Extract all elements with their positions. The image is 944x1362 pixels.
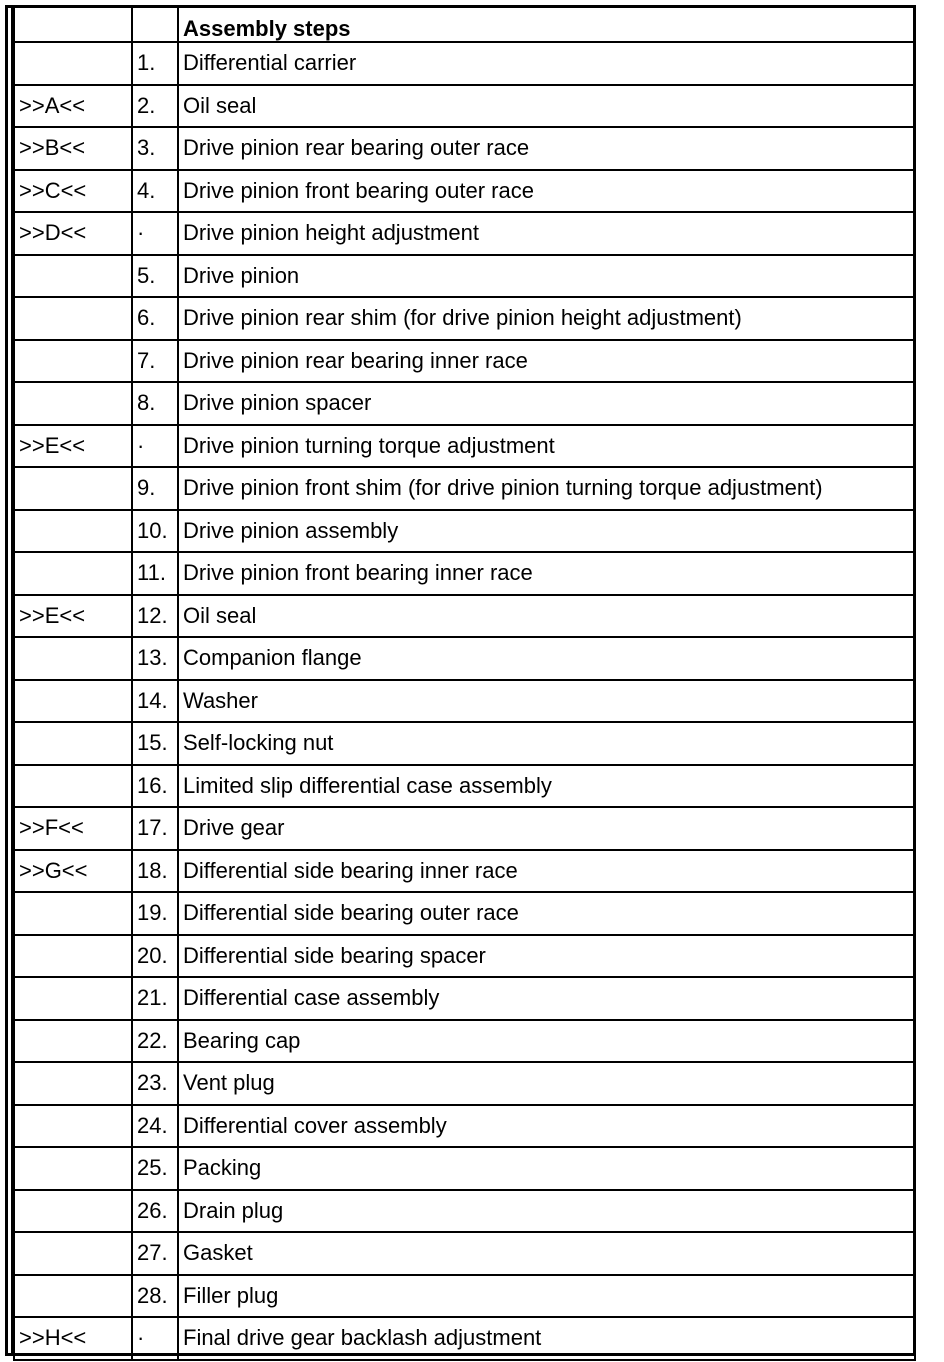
step-description-cell: Drive pinion rear bearing inner race — [178, 340, 915, 383]
step-mark-cell: >>D<< — [14, 212, 132, 255]
step-number-cell: 3. — [132, 127, 178, 170]
step-number-cell: 20. — [132, 935, 178, 978]
step-description-cell: Differential side bearing inner race — [178, 850, 915, 893]
table-row — [14, 892, 915, 935]
table-row — [14, 42, 915, 85]
table-row — [14, 765, 915, 808]
table-row — [14, 807, 915, 850]
step-description-cell: Drive pinion assembly — [178, 510, 915, 553]
assembly-steps-body — [14, 6, 915, 1360]
step-mark-cell — [14, 977, 132, 1020]
step-mark-cell — [14, 1190, 132, 1233]
step-number-cell: 15. — [132, 722, 178, 765]
step-mark-cell — [14, 935, 132, 978]
step-number-cell: 13. — [132, 637, 178, 680]
step-number-cell: · — [132, 425, 178, 468]
step-number-cell: 1. — [132, 42, 178, 85]
table-header-row — [14, 6, 915, 42]
table-row — [14, 1105, 915, 1148]
step-mark-cell: >>E<< — [14, 425, 132, 468]
table-row — [14, 935, 915, 978]
step-description-cell: Drive pinion front bearing inner race — [178, 552, 915, 595]
step-mark-cell: >>E<< — [14, 595, 132, 638]
table-row — [14, 977, 915, 1020]
step-number-cell: 4. — [132, 170, 178, 213]
table-row — [14, 722, 915, 765]
step-mark-cell — [14, 1147, 132, 1190]
step-mark-cell — [14, 552, 132, 595]
step-description-cell: Washer — [178, 680, 915, 723]
step-description-cell: Bearing cap — [178, 1020, 915, 1063]
step-number-cell: 16. — [132, 765, 178, 808]
step-mark-cell — [14, 1232, 132, 1275]
table-row — [14, 552, 915, 595]
step-number-cell: 8. — [132, 382, 178, 425]
step-mark-cell: >>F<< — [14, 807, 132, 850]
step-mark-cell: >>A<< — [14, 85, 132, 128]
step-description-cell: Drive pinion front bearing outer race — [178, 170, 915, 213]
table-row — [14, 595, 915, 638]
table-row — [14, 1020, 915, 1063]
table-row — [14, 212, 915, 255]
header-mark-cell — [14, 6, 132, 42]
step-number-cell: 21. — [132, 977, 178, 1020]
step-description-cell: Drive pinion rear bearing outer race — [178, 127, 915, 170]
step-mark-cell — [14, 1020, 132, 1063]
step-mark-cell — [14, 637, 132, 680]
step-description-cell: Differential cover assembly — [178, 1105, 915, 1148]
step-mark-cell — [14, 1105, 132, 1148]
step-number-cell: 9. — [132, 467, 178, 510]
step-number-cell: 14. — [132, 680, 178, 723]
step-description-cell: Drive pinion height adjustment — [178, 212, 915, 255]
table-row — [14, 255, 915, 298]
step-description-cell: Packing — [178, 1147, 915, 1190]
step-mark-cell: >>B<< — [14, 127, 132, 170]
table-row — [14, 1317, 915, 1360]
table-row — [14, 680, 915, 723]
table-row — [14, 127, 915, 170]
step-mark-cell: >>C<< — [14, 170, 132, 213]
step-description-cell: Drain plug — [178, 1190, 915, 1233]
step-description-cell: Oil seal — [178, 595, 915, 638]
step-number-cell: 2. — [132, 85, 178, 128]
table-row — [14, 1275, 915, 1318]
step-number-cell: 5. — [132, 255, 178, 298]
step-description-cell: Vent plug — [178, 1062, 915, 1105]
step-number-cell: 17. — [132, 807, 178, 850]
step-number-cell: 6. — [132, 297, 178, 340]
step-number-cell: 28. — [132, 1275, 178, 1318]
step-number-cell: · — [132, 1317, 178, 1360]
step-description-cell: Drive pinion — [178, 255, 915, 298]
step-description-cell: Drive pinion spacer — [178, 382, 915, 425]
step-number-cell: 18. — [132, 850, 178, 893]
step-description-cell: Drive pinion front shim (for drive pinion turning torque adjustment) — [178, 467, 915, 510]
table-row — [14, 1232, 915, 1275]
step-mark-cell — [14, 1275, 132, 1318]
header-num-cell — [132, 6, 178, 42]
step-mark-cell — [14, 297, 132, 340]
table-row — [14, 850, 915, 893]
table-row — [14, 1190, 915, 1233]
table-row — [14, 1147, 915, 1190]
step-description-cell: Drive pinion turning torque adjustment — [178, 425, 915, 468]
step-number-cell: 19. — [132, 892, 178, 935]
table-row — [14, 85, 915, 128]
step-description-cell: Companion flange — [178, 637, 915, 680]
step-mark-cell — [14, 510, 132, 553]
step-number-cell: 22. — [132, 1020, 178, 1063]
step-description-cell: Limited slip differential case assembly — [178, 765, 915, 808]
table-row — [14, 297, 915, 340]
step-mark-cell — [14, 467, 132, 510]
step-mark-cell — [14, 722, 132, 765]
table-row — [14, 425, 915, 468]
assembly-steps-table — [13, 5, 916, 1361]
step-description-cell: Filler plug — [178, 1275, 915, 1318]
step-number-cell: 11. — [132, 552, 178, 595]
step-description-cell: Drive pinion rear shim (for drive pinion height adjustment) — [178, 297, 915, 340]
step-number-cell: 10. — [132, 510, 178, 553]
step-description-cell: Differential case assembly — [178, 977, 915, 1020]
step-description-cell: Differential side bearing outer race — [178, 892, 915, 935]
step-number-cell: 12. — [132, 595, 178, 638]
table-row — [14, 510, 915, 553]
step-mark-cell — [14, 1062, 132, 1105]
step-description-cell: Oil seal — [178, 85, 915, 128]
step-description-cell: Differential carrier — [178, 42, 915, 85]
step-mark-cell — [14, 680, 132, 723]
step-number-cell: · — [132, 212, 178, 255]
step-mark-cell: >>G<< — [14, 850, 132, 893]
step-description-cell: Final drive gear backlash adjustment — [178, 1317, 915, 1360]
step-description-cell: Drive gear — [178, 807, 915, 850]
step-mark-cell — [14, 255, 132, 298]
step-mark-cell: >>H<< — [14, 1317, 132, 1360]
table-row — [14, 382, 915, 425]
step-mark-cell — [14, 892, 132, 935]
step-description-cell: Differential side bearing spacer — [178, 935, 915, 978]
step-number-cell: 25. — [132, 1147, 178, 1190]
step-number-cell: 23. — [132, 1062, 178, 1105]
step-number-cell: 27. — [132, 1232, 178, 1275]
header-title: Assembly steps — [178, 6, 915, 42]
step-number-cell: 7. — [132, 340, 178, 383]
table-row — [14, 637, 915, 680]
step-number-cell: 24. — [132, 1105, 178, 1148]
step-mark-cell — [14, 382, 132, 425]
step-description-cell: Gasket — [178, 1232, 915, 1275]
table-row — [14, 340, 915, 383]
step-number-cell: 26. — [132, 1190, 178, 1233]
table-row — [14, 1062, 915, 1105]
table-row — [14, 467, 915, 510]
step-description-cell: Self-locking nut — [178, 722, 915, 765]
step-mark-cell — [14, 765, 132, 808]
step-mark-cell — [14, 42, 132, 85]
step-mark-cell — [14, 340, 132, 383]
table-row — [14, 170, 915, 213]
